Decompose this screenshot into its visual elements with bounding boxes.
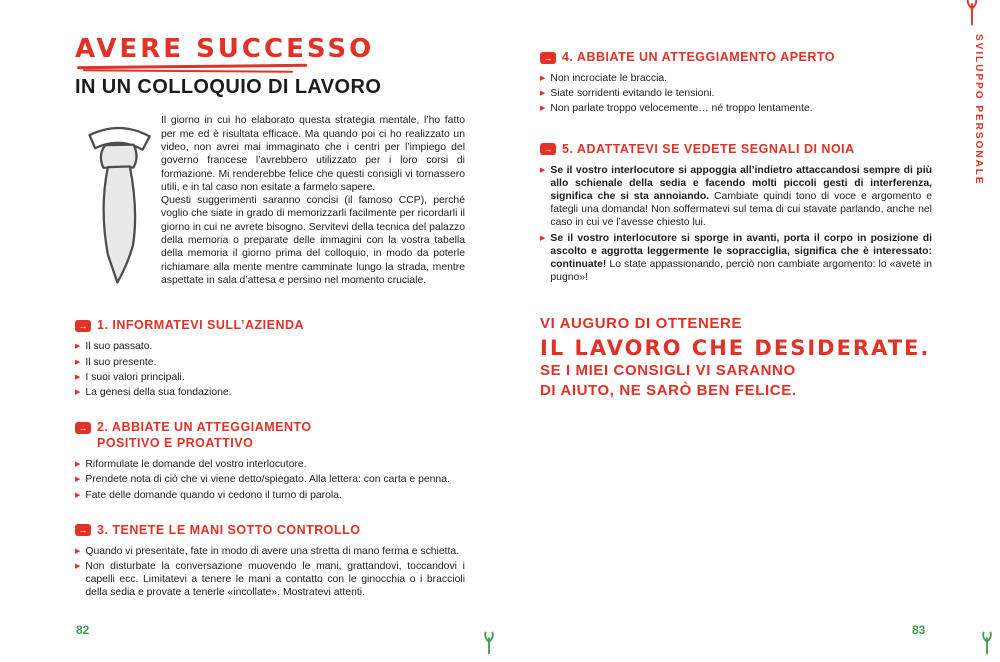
closing-message <box>540 314 932 401</box>
sprout-ornament-top-icon <box>964 0 980 31</box>
list-item: ▶ Non parlate troppo velocemente… né troppo lentamente. <box>540 103 813 115</box>
bullet-icon: ▶ <box>540 75 546 82</box>
section-3-heading: 3. TENETE LE MANI SOTTO CONTROLLO <box>97 522 361 537</box>
bullet-icon: ▶ <box>75 562 81 570</box>
list-item: ▶ La genesi della sua fondazione. <box>75 386 232 398</box>
heading-arrow-icon: → <box>75 320 91 332</box>
bullet-icon: ▶ <box>75 388 81 396</box>
intro-block <box>75 114 465 297</box>
heading-arrow-icon: → <box>540 143 556 155</box>
bullet-icon: ▶ <box>540 90 546 98</box>
bullet-bold-lead: Se il vostro interlocutore si sporge in avanti, porta il corpo in posizione di ascolto e aggrotta leggermente le sopracciglia, significa che è interessato: continuate! <box>550 232 932 271</box>
sprout-ornament-center-icon <box>482 631 496 660</box>
bullet-icon: ▶ <box>75 358 81 366</box>
bullet-icon: ▶ <box>540 234 546 242</box>
closing-line-1: VI AUGURO DI OTTENERE <box>540 315 743 333</box>
bullet-icon: ▶ <box>75 476 81 484</box>
list-item <box>540 164 932 230</box>
list-item: ▶ Non disturbate la conversazione muovendo le mani, grattandovi, toccandovi i capelli ecc. Limitatevi a tenere le mani a contatto con le ginocchia o i braccioli della sedia e provate a tenerle «incollate». Mostratevi attenti. <box>75 560 465 599</box>
bullet-bold-lead: Se il vostro interlocutore si appoggia all’indietro attaccandosi sempre di più allo schienale della sedia e facendo molti piccoli gesti di interferenza, significa che si sta annoiando. <box>550 164 932 203</box>
page-title-script: AVERE SUCCESSO <box>75 34 375 64</box>
bullet-rest: Lo state appassionando, perciò non cambiate argomento: lo «avete in pugno»! <box>550 259 932 284</box>
section-1-heading: 1. INFORMATEVI SULL’AZIENDA <box>97 318 305 333</box>
list-item: ▶ Quando vi presentate, fate in modo di avere una stretta di mano ferma e schietta. <box>75 545 460 557</box>
section-5-heading: 5. ADATTATEVI SE VEDETE SEGNALI DI NOIA <box>562 141 855 156</box>
page-title-main: IN UN COLLOQUIO DI LAVORO <box>75 76 382 99</box>
left-page <box>75 36 465 602</box>
closing-line-4: DI AIUTO, NE SARÒ BEN FELICE. <box>540 382 797 400</box>
section-5 <box>540 142 932 285</box>
list-item: ▶ Siate sorridenti evitando le tensioni. <box>540 88 715 100</box>
list-item <box>540 232 932 285</box>
section-2-heading: 2. ABBIATE UN ATTEGGIAMENTO <box>97 420 312 435</box>
intro-paragraph-2: Questi suggerimenti saranno concisi (il famoso CCP), perché voglio che siate in grado di memorizzarli facilmente per ricordarli il giorno in cui ne avrete bisogno. Servitevi della tecnica del palazzo della memoria o preparate delle immagini con la vostra tabella della memoria il giorno prima del colloquio, in modo da poterle richiamare alla mente mentre camminate lungo la strada, mentre aspettate in sala d’attesa e persino nel momento cruciale. <box>161 195 465 287</box>
closing-line-2: IL LAVORO CHE DESIDERATE. <box>540 335 931 360</box>
bullet-icon: ▶ <box>75 343 81 351</box>
section-4-heading: 4. ABBIATE UN ATTEGGIAMENTO APERTO <box>562 50 836 64</box>
heading-arrow-icon: → <box>75 524 91 536</box>
heading-arrow-icon: → <box>75 422 91 434</box>
section-2-heading-line2: POSITIVO E PROATTIVO <box>97 436 254 451</box>
section-3 <box>75 523 465 600</box>
intro-paragraph-1: Il giorno in cui ho elaborato questa strategia mentale, l’ho fatto per me ed è risultata efficace. Ma quando poi ci ho realizzato un video, non avrei mai immaginato che i centri per l’impiego del governo francese l’avrebbero utilizzato per i loro corsi di formazione. Mi renderebbe felice che questi consigli vi tornassero utili, e in tal caso non esitate a farmelo sapere. <box>161 115 465 193</box>
closing-line-3: SE I MIEI CONSIGLI VI SARANNO <box>540 361 796 379</box>
category-edge-label: SVILUPPO PERSONALE <box>973 34 984 186</box>
necktie-icon <box>70 114 161 294</box>
bullet-icon: ▶ <box>75 461 81 469</box>
list-item: ▶ Fate delle domande quando vi cedono il turno di parola. <box>75 489 342 501</box>
right-page <box>540 50 932 401</box>
page-number-right: 83 <box>912 623 926 637</box>
bullet-icon: ▶ <box>75 547 81 555</box>
list-item: ▶ I suoi valori principali. <box>75 371 185 383</box>
page-number-left: 82 <box>76 623 90 637</box>
bullet-icon: ▶ <box>540 166 546 174</box>
sprout-ornament-right-icon <box>980 631 994 660</box>
bullet-icon: ▶ <box>75 373 81 381</box>
section-2 <box>75 420 465 502</box>
section-4 <box>540 50 932 116</box>
title-underline-2 <box>83 70 293 73</box>
section-1 <box>75 318 465 399</box>
heading-arrow-icon: → <box>540 52 556 64</box>
bullet-icon: ▶ <box>75 491 81 499</box>
bullet-rest: Cambiate quindi tono di voce e argomento e fategli una domanda! Non soffermatevi sul tema di cui stavate parlando, anche nel caso in cui ve l’avesse chiesto lui. <box>550 191 933 229</box>
list-item: ▶ Il suo passato. <box>75 341 153 353</box>
list-item: ▶ Il suo presente. <box>75 356 157 368</box>
list-item: ▶ Riformulate le domande del vostro interlocutore. <box>75 459 307 471</box>
list-item: ▶ Prendete nota di ciò che vi viene detto/spiegato. Alla lettera: con carta e penna. <box>75 474 450 486</box>
bullet-icon: ▶ <box>540 105 546 113</box>
intro-text <box>161 114 465 297</box>
necktie-illustration <box>75 114 161 297</box>
list-item: ▶ Non incrociate le braccia. <box>540 73 668 84</box>
